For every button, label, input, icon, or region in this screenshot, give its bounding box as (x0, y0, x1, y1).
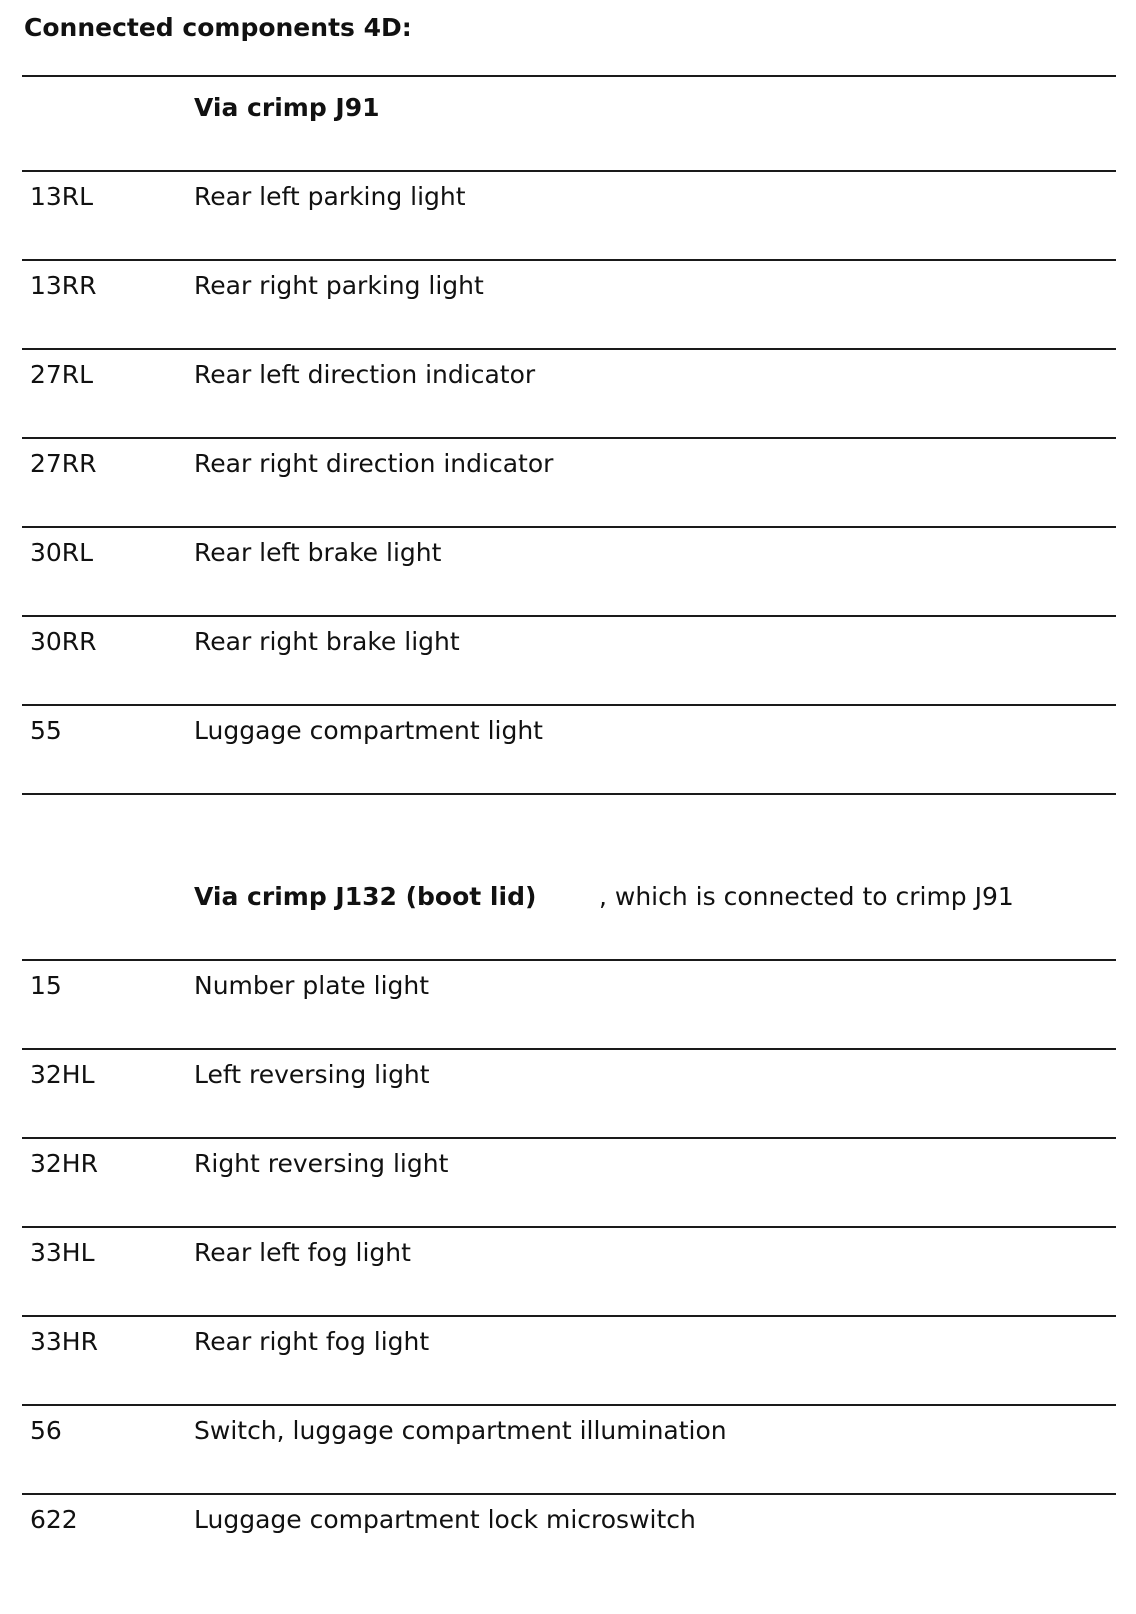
component-code: 30RR (30, 627, 97, 656)
component-code: 15 (30, 971, 62, 1000)
section-heading: Via crimp J91 (194, 93, 380, 122)
row-divider (22, 959, 1116, 961)
component-code: 33HL (30, 1238, 95, 1267)
component-code: 13RR (30, 271, 97, 300)
row-divider (22, 526, 1116, 528)
component-description: Rear right parking light (194, 271, 484, 300)
row-divider (22, 615, 1116, 617)
component-description: Rear left brake light (194, 538, 442, 567)
component-code: 55 (30, 716, 62, 745)
page-title: Connected components 4D: (24, 13, 412, 42)
component-description: Luggage compartment lock microswitch (194, 1505, 696, 1534)
component-code: 27RR (30, 449, 97, 478)
component-code: 13RL (30, 182, 94, 211)
component-description: Left reversing light (194, 1060, 430, 1089)
row-divider (22, 1315, 1116, 1317)
section-heading: Via crimp J132 (boot lid) (194, 882, 537, 911)
component-code: 622 (30, 1505, 78, 1534)
component-description: Number plate light (194, 971, 430, 1000)
row-divider (22, 170, 1116, 172)
component-code: 56 (30, 1416, 62, 1445)
component-code: 32HL (30, 1060, 95, 1089)
component-code: 27RL (30, 360, 94, 389)
component-description: Rear right fog light (194, 1327, 430, 1356)
row-divider (22, 437, 1116, 439)
row-divider (22, 1137, 1116, 1139)
component-description: Switch, luggage compartment illumination (194, 1416, 727, 1445)
section-divider (22, 75, 1116, 77)
row-divider (22, 348, 1116, 350)
row-divider (22, 704, 1116, 706)
row-divider (22, 1048, 1116, 1050)
component-description: Rear left direction indicator (194, 360, 536, 389)
row-divider (22, 1404, 1116, 1406)
component-description: Rear left parking light (194, 182, 466, 211)
component-code: 33HR (30, 1327, 98, 1356)
component-description: Rear right brake light (194, 627, 460, 656)
component-code: 30RL (30, 538, 94, 567)
component-description: Rear left fog light (194, 1238, 411, 1267)
component-description: Luggage compartment light (194, 716, 543, 745)
row-divider (22, 259, 1116, 261)
component-description: Right reversing light (194, 1149, 449, 1178)
section-end-divider (22, 793, 1116, 795)
component-description: Rear right direction indicator (194, 449, 554, 478)
row-divider (22, 1493, 1116, 1495)
row-divider (22, 1226, 1116, 1228)
component-code: 32HR (30, 1149, 98, 1178)
section-note: , which is connected to crimp J91 (599, 882, 1014, 911)
